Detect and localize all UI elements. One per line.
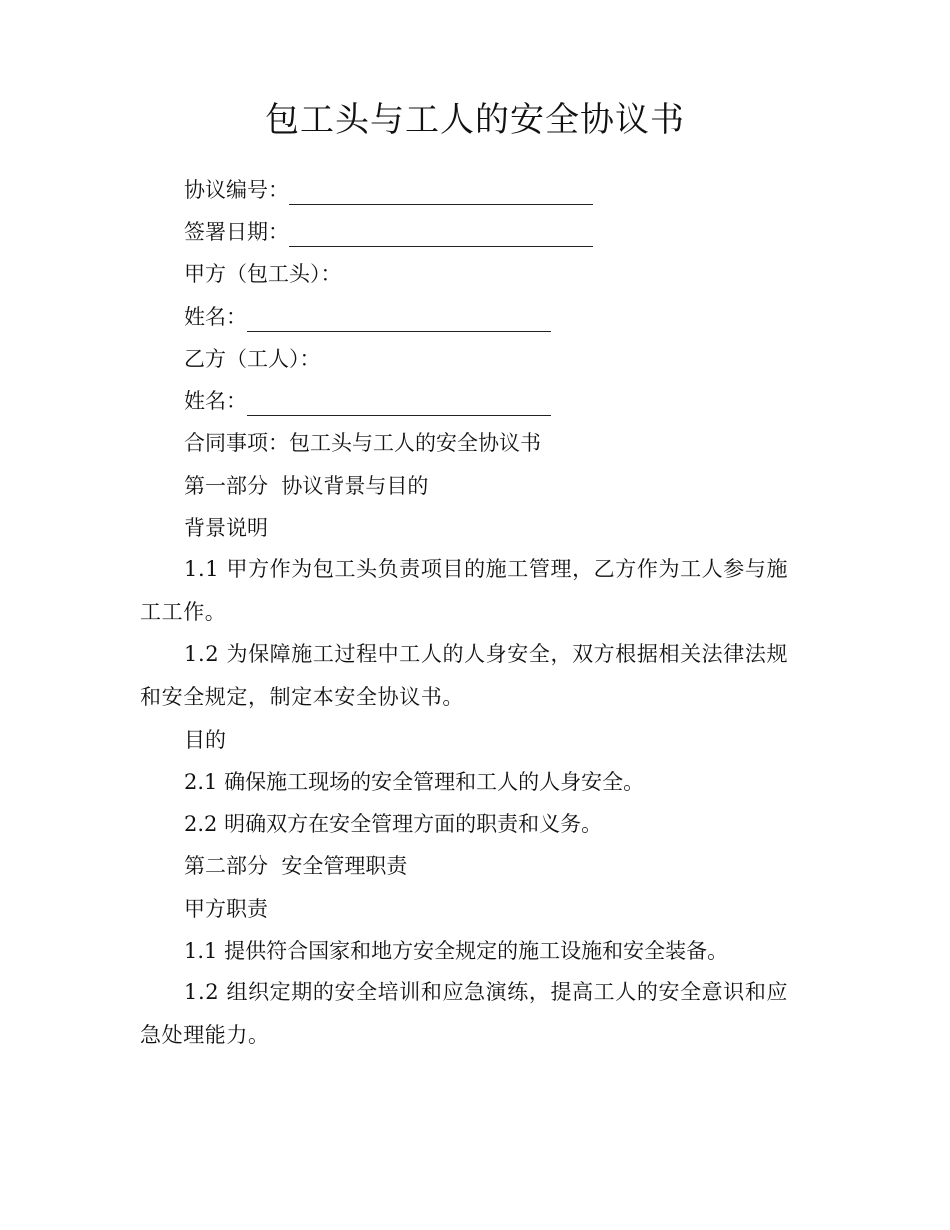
contract-matter: 合同事项：包工头与工人的安全协议书 [184,431,541,455]
part2-item-1-1: 1.1 提供符合国家和地方安全规定的施工设施和安全装备。 [184,939,729,963]
agreement-number-row [184,175,593,205]
party-a-label: 甲方（包工头）： [184,262,342,286]
part1-item-1-2: 1.2 为保障施工过程中工人的人身安全，双方根据相关法律法规和安全规定，制定本安全协议书。 [140,642,789,709]
part2-item-1-2: 1.2 组织定期的安全培训和应急演练，提高工人的安全意识和应急处理能力。 [140,980,789,1047]
agreement-number-label: 协议编号： [184,178,289,202]
party-a-name-row [184,302,551,332]
agreement-number-blank[interactable] [289,182,593,205]
sign-date-row [184,217,593,247]
sign-date-label: 签署日期： [184,220,289,244]
party-a-duties-heading: 甲方职责 [184,897,268,921]
part1-item-2-2: 2.2 明确双方在安全管理方面的职责和义务。 [184,812,603,836]
part1-item-2-1: 2.1 确保施工现场的安全管理和工人的人身安全。 [184,770,645,794]
party-b-name-label: 姓名： [184,389,247,413]
part1-heading: 第一部分 协议背景与目的 [184,474,429,498]
purpose-heading: 目的 [184,728,226,752]
party-b-name-blank[interactable] [247,393,551,416]
party-b-name-row [184,386,551,416]
background-heading: 背景说明 [184,516,268,540]
party-a-name-blank[interactable] [247,309,551,332]
party-b-label: 乙方（工人）： [184,347,321,371]
document-title: 包工头与工人的安全协议书 [265,100,685,140]
party-a-name-label: 姓名： [184,305,247,329]
part1-item-1-1: 1.1 甲方作为包工头负责项目的施工管理，乙方作为工人参与施工工作。 [140,557,789,624]
sign-date-blank[interactable] [289,224,593,247]
part2-heading: 第二部分 安全管理职责 [184,854,408,878]
